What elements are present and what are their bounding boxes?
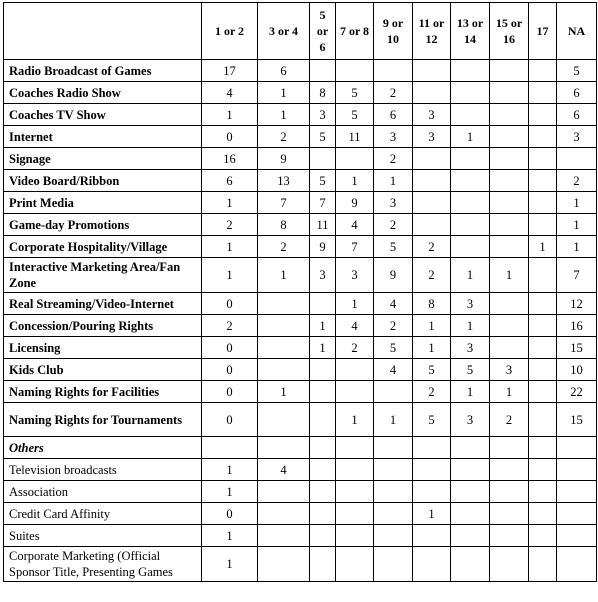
table-cell	[374, 381, 413, 403]
table-cell: 1	[258, 82, 310, 104]
table-cell: 5	[413, 403, 451, 437]
table-cell: 4	[202, 82, 258, 104]
table-row	[4, 337, 597, 359]
table-cell: 3	[451, 403, 490, 437]
table-row	[4, 359, 597, 381]
table-cell: 1	[490, 381, 529, 403]
table-cell: 8	[258, 214, 310, 236]
table-cell	[451, 437, 490, 459]
table-cell	[490, 503, 529, 525]
table-cell: 12	[557, 293, 597, 315]
table-cell	[413, 170, 451, 192]
table-cell	[451, 214, 490, 236]
table-cell	[310, 525, 336, 547]
table-cell	[529, 359, 557, 381]
header-corner	[4, 3, 202, 60]
table-cell: 2	[413, 236, 451, 258]
table-cell: 4	[336, 315, 374, 337]
table-cell: 0	[202, 293, 258, 315]
column-header: 9 or 10	[374, 3, 413, 60]
table-cell	[529, 481, 557, 503]
table-cell	[310, 437, 336, 459]
table-cell: 0	[202, 126, 258, 148]
table-cell: 0	[202, 381, 258, 403]
table-cell	[557, 437, 597, 459]
table-cell: 1	[310, 337, 336, 359]
table-cell: 7	[258, 192, 310, 214]
row-label: Coaches TV Show	[4, 104, 202, 126]
table-cell: 2	[336, 337, 374, 359]
table-cell	[310, 459, 336, 481]
table-cell: 1	[557, 192, 597, 214]
table-row	[4, 82, 597, 104]
table-cell: 3	[451, 293, 490, 315]
table-cell	[451, 481, 490, 503]
table-body	[4, 60, 597, 582]
table-cell: 11	[310, 214, 336, 236]
table-cell: 1	[374, 403, 413, 437]
table-cell: 1	[490, 258, 529, 293]
table-cell	[258, 337, 310, 359]
table-cell: 3	[413, 126, 451, 148]
table-cell	[336, 359, 374, 381]
table-cell	[490, 547, 529, 582]
table-cell: 1	[258, 258, 310, 293]
table-cell	[529, 170, 557, 192]
table-cell	[413, 525, 451, 547]
table-cell	[336, 547, 374, 582]
table-cell	[529, 60, 557, 82]
table-cell	[557, 525, 597, 547]
column-header: 7 or 8	[336, 3, 374, 60]
table-cell	[413, 148, 451, 170]
table-cell	[529, 258, 557, 293]
table-cell	[529, 403, 557, 437]
table-cell: 3	[557, 126, 597, 148]
table-cell	[336, 148, 374, 170]
table-cell	[529, 82, 557, 104]
table-cell: 7	[557, 258, 597, 293]
table-cell	[490, 315, 529, 337]
table-cell	[374, 60, 413, 82]
table-cell	[202, 437, 258, 459]
table-cell: 9	[374, 258, 413, 293]
table-cell: 1	[202, 192, 258, 214]
table-row	[4, 503, 597, 525]
table-cell: 9	[336, 192, 374, 214]
table-cell: 0	[202, 403, 258, 437]
table-cell	[451, 82, 490, 104]
table-cell	[413, 459, 451, 481]
table-cell: 1	[202, 459, 258, 481]
table-cell: 5	[336, 82, 374, 104]
table-cell: 1	[529, 236, 557, 258]
table-cell	[529, 503, 557, 525]
table-cell: 6	[557, 82, 597, 104]
table-cell: 15	[557, 403, 597, 437]
table-cell: 5	[310, 126, 336, 148]
table-cell	[451, 104, 490, 126]
table-cell	[451, 60, 490, 82]
row-label: Credit Card Affinity	[4, 503, 202, 525]
row-label: Naming Rights for Tournaments	[4, 403, 202, 437]
row-label: Interactive Marketing Area/Fan Zone	[4, 258, 202, 293]
table-cell	[529, 547, 557, 582]
table-cell: 9	[258, 148, 310, 170]
table-cell: 3	[336, 258, 374, 293]
table-cell: 17	[202, 60, 258, 82]
table-cell	[529, 459, 557, 481]
table-cell	[529, 293, 557, 315]
table-cell: 1	[258, 104, 310, 126]
table-cell: 1	[557, 236, 597, 258]
table-cell	[529, 126, 557, 148]
table-cell	[490, 214, 529, 236]
table-cell: 1	[413, 503, 451, 525]
table-cell: 6	[258, 60, 310, 82]
table-cell	[374, 481, 413, 503]
table-cell	[451, 525, 490, 547]
column-header: 15 or 16	[490, 3, 529, 60]
column-header: 3 or 4	[258, 3, 310, 60]
table-cell: 1	[413, 337, 451, 359]
table-cell	[490, 126, 529, 148]
table-cell: 5	[310, 170, 336, 192]
table-cell	[529, 525, 557, 547]
table-cell: 5	[336, 104, 374, 126]
table-cell	[490, 148, 529, 170]
table-cell: 2	[374, 82, 413, 104]
column-header: 5 or 6	[310, 3, 336, 60]
table-cell	[413, 82, 451, 104]
table-cell: 1	[336, 293, 374, 315]
table-cell: 16	[557, 315, 597, 337]
table-cell: 3	[374, 126, 413, 148]
table-cell	[310, 403, 336, 437]
table-cell	[336, 503, 374, 525]
table-cell	[258, 359, 310, 381]
table-cell	[529, 148, 557, 170]
table-cell: 2	[374, 214, 413, 236]
table-cell	[374, 547, 413, 582]
table-cell: 3	[310, 104, 336, 126]
table-cell	[258, 293, 310, 315]
table-cell: 2	[374, 315, 413, 337]
table-cell: 4	[374, 359, 413, 381]
table-cell: 5	[413, 359, 451, 381]
row-label: Suites	[4, 525, 202, 547]
table-row	[4, 315, 597, 337]
table-cell: 1	[202, 236, 258, 258]
table-cell	[490, 481, 529, 503]
table-cell	[258, 437, 310, 459]
table-cell	[490, 192, 529, 214]
table-cell: 1	[451, 315, 490, 337]
table-row	[4, 192, 597, 214]
table-cell	[374, 503, 413, 525]
table-cell: 2	[413, 381, 451, 403]
table-cell: 5	[374, 337, 413, 359]
table-cell	[258, 481, 310, 503]
table-row	[4, 547, 597, 582]
table-cell	[529, 315, 557, 337]
table-cell	[529, 214, 557, 236]
table-cell: 6	[202, 170, 258, 192]
table-cell: 1	[451, 258, 490, 293]
table-row	[4, 148, 597, 170]
table-cell: 2	[490, 403, 529, 437]
table-cell: 3	[451, 337, 490, 359]
section-row	[4, 437, 597, 459]
table-cell: 10	[557, 359, 597, 381]
table-cell: 9	[310, 236, 336, 258]
table-cell: 4	[258, 459, 310, 481]
table-cell: 4	[336, 214, 374, 236]
table-row	[4, 236, 597, 258]
table-cell	[310, 148, 336, 170]
table-cell	[451, 459, 490, 481]
table-cell	[529, 437, 557, 459]
table-cell: 3	[374, 192, 413, 214]
table-cell	[413, 547, 451, 582]
table-cell: 16	[202, 148, 258, 170]
table-cell	[451, 503, 490, 525]
table-cell: 1	[202, 525, 258, 547]
table-cell	[310, 547, 336, 582]
table-cell	[557, 503, 597, 525]
table-cell: 5	[374, 236, 413, 258]
table-cell: 1	[258, 381, 310, 403]
table-cell	[336, 481, 374, 503]
table-cell	[451, 170, 490, 192]
table-cell: 2	[258, 236, 310, 258]
table-cell	[490, 525, 529, 547]
table-cell: 1	[451, 381, 490, 403]
table-cell: 2	[374, 148, 413, 170]
table-cell: 0	[202, 337, 258, 359]
table-cell	[451, 192, 490, 214]
table-cell: 1	[202, 547, 258, 582]
row-label: Game-day Promotions	[4, 214, 202, 236]
table-cell	[258, 525, 310, 547]
table-cell	[374, 437, 413, 459]
table-cell	[258, 503, 310, 525]
table-cell	[451, 547, 490, 582]
table-row	[4, 403, 597, 437]
table-cell: 2	[202, 214, 258, 236]
table-cell	[490, 437, 529, 459]
table-row	[4, 481, 597, 503]
table-cell: 6	[557, 104, 597, 126]
row-label: Video Board/Ribbon	[4, 170, 202, 192]
header-row	[4, 3, 597, 60]
table-cell	[258, 403, 310, 437]
table-row	[4, 459, 597, 481]
table-cell: 2	[258, 126, 310, 148]
row-label: Real Streaming/Video-Internet	[4, 293, 202, 315]
row-label: Corporate Marketing (Official Sponsor Title, Presenting Games	[4, 547, 202, 582]
table-cell	[336, 525, 374, 547]
table-cell	[490, 236, 529, 258]
table-cell	[529, 104, 557, 126]
table-row	[4, 258, 597, 293]
table-cell: 1	[451, 126, 490, 148]
table-cell: 15	[557, 337, 597, 359]
table-cell: 22	[557, 381, 597, 403]
table-cell	[413, 214, 451, 236]
table-cell	[258, 315, 310, 337]
table-cell: 1	[413, 315, 451, 337]
table-cell	[490, 104, 529, 126]
column-header: NA	[557, 3, 597, 60]
row-label: Signage	[4, 148, 202, 170]
table-cell: 13	[258, 170, 310, 192]
table-cell	[529, 337, 557, 359]
table-cell	[310, 381, 336, 403]
table-cell	[413, 60, 451, 82]
table-cell	[336, 437, 374, 459]
table-cell: 0	[202, 503, 258, 525]
table-cell: 2	[202, 315, 258, 337]
table-cell: 8	[310, 82, 336, 104]
table-cell	[557, 459, 597, 481]
table-cell: 1	[336, 403, 374, 437]
table-cell	[490, 82, 529, 104]
table-row	[4, 170, 597, 192]
table-cell	[451, 236, 490, 258]
row-label: Internet	[4, 126, 202, 148]
table-cell	[310, 503, 336, 525]
table-cell	[374, 525, 413, 547]
row-label: Radio Broadcast of Games	[4, 60, 202, 82]
table-cell: 3	[413, 104, 451, 126]
table-cell	[336, 381, 374, 403]
table-cell: 1	[374, 170, 413, 192]
table-cell: 7	[336, 236, 374, 258]
table-cell	[490, 459, 529, 481]
row-label: Coaches Radio Show	[4, 82, 202, 104]
table-cell	[374, 459, 413, 481]
table-cell	[413, 481, 451, 503]
table-cell	[529, 381, 557, 403]
row-label: Corporate Hospitality/Village	[4, 236, 202, 258]
column-header: 1 or 2	[202, 3, 258, 60]
table-cell: 5	[557, 60, 597, 82]
column-header: 13 or 14	[451, 3, 490, 60]
table-cell	[529, 192, 557, 214]
row-label: Others	[4, 437, 202, 459]
table-cell	[490, 293, 529, 315]
table-cell: 3	[490, 359, 529, 381]
table-cell: 8	[413, 293, 451, 315]
table-cell	[258, 547, 310, 582]
table-cell	[490, 337, 529, 359]
row-label: Concession/Pouring Rights	[4, 315, 202, 337]
row-label: Licensing	[4, 337, 202, 359]
table-cell: 1	[202, 258, 258, 293]
table-cell	[451, 148, 490, 170]
row-label: Naming Rights for Facilities	[4, 381, 202, 403]
table-cell: 5	[451, 359, 490, 381]
table-cell	[413, 437, 451, 459]
table-cell	[310, 481, 336, 503]
table-cell	[557, 481, 597, 503]
table-cell: 1	[202, 481, 258, 503]
table-cell: 2	[557, 170, 597, 192]
row-label: Kids Club	[4, 359, 202, 381]
table-cell	[310, 359, 336, 381]
table-cell: 7	[310, 192, 336, 214]
table-cell	[310, 60, 336, 82]
table-cell	[557, 547, 597, 582]
table-cell	[336, 459, 374, 481]
table-row	[4, 381, 597, 403]
table-cell: 1	[557, 214, 597, 236]
table-row	[4, 214, 597, 236]
table-row	[4, 293, 597, 315]
table-cell: 11	[336, 126, 374, 148]
table-cell: 4	[374, 293, 413, 315]
column-header: 11 or 12	[413, 3, 451, 60]
table-cell: 3	[310, 258, 336, 293]
row-label: Association	[4, 481, 202, 503]
table-cell	[490, 170, 529, 192]
row-label: Print Media	[4, 192, 202, 214]
table-cell: 1	[202, 104, 258, 126]
table-row	[4, 126, 597, 148]
table-cell	[336, 60, 374, 82]
table-cell: 2	[413, 258, 451, 293]
table-row	[4, 104, 597, 126]
table-cell	[557, 148, 597, 170]
table-row	[4, 60, 597, 82]
data-table	[3, 2, 597, 582]
row-label: Television broadcasts	[4, 459, 202, 481]
table-cell: 1	[310, 315, 336, 337]
table-cell: 6	[374, 104, 413, 126]
table-cell: 0	[202, 359, 258, 381]
column-header: 17	[529, 3, 557, 60]
table-cell	[413, 192, 451, 214]
table-row	[4, 525, 597, 547]
table-cell	[310, 293, 336, 315]
table-cell: 1	[336, 170, 374, 192]
table-cell	[490, 60, 529, 82]
